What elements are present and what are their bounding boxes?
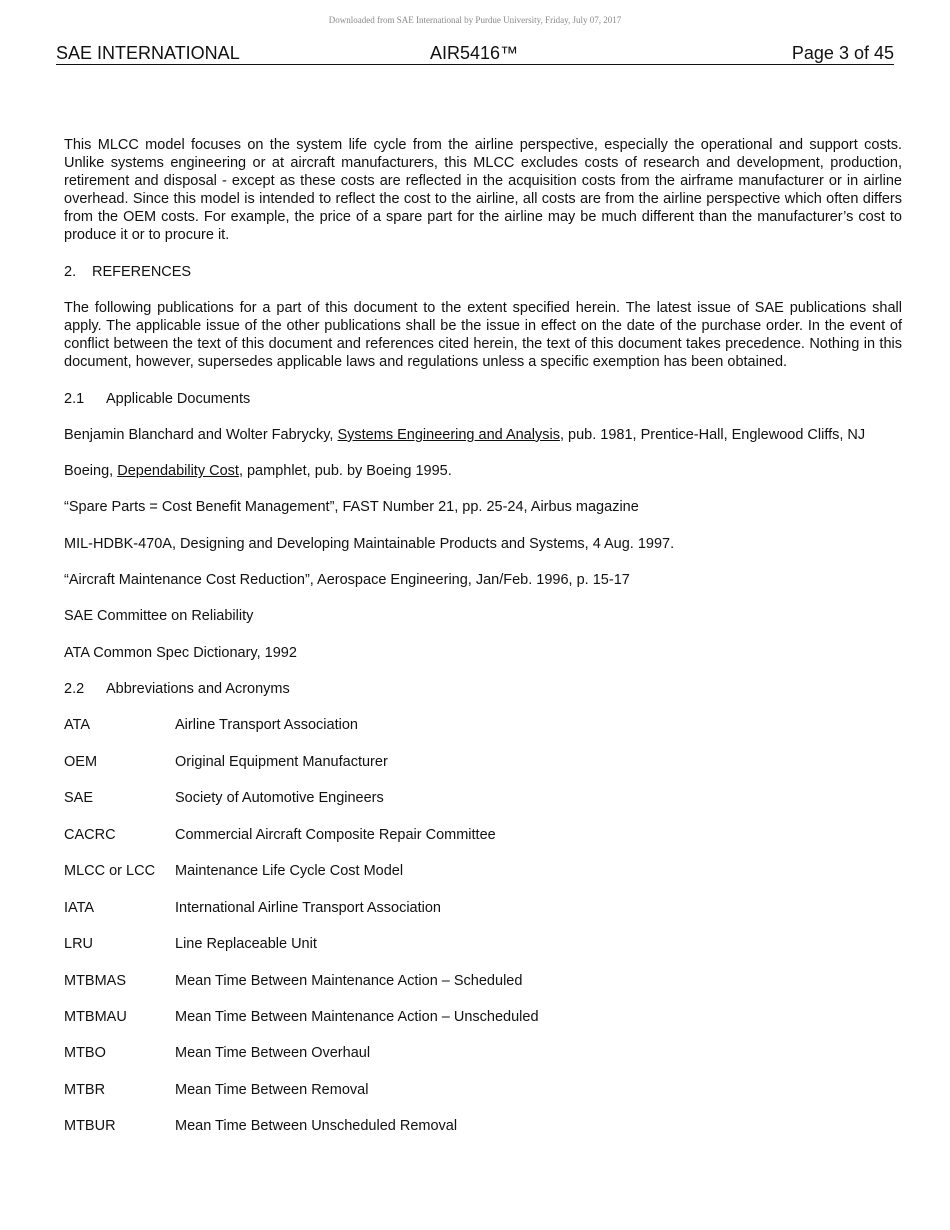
section-heading-references xyxy=(64,263,902,281)
references-paragraph: The following publications for a part of this document to the extent specified herein. The latest issue of SAE publications shall apply. The applicable issue of the other publications shall be the issue in effect on the date of the purchase order. In the event of conflict between the text of this document and references cited herein, the text of this document takes precedence. Nothing in this document, however, supersedes applicable laws and regulations unless a specific exemption has been obtained. xyxy=(64,300,902,371)
abbreviation-definition: Society of Automotive Engineers xyxy=(175,790,384,807)
section-heading-abbreviations xyxy=(64,680,902,698)
abbreviation-definition: Airline Transport Association xyxy=(175,717,358,734)
reference-item: MIL-HDBK-470A, Designing and Developing Maintainable Products and Systems, 4 Aug. 1997. xyxy=(64,535,675,552)
abbreviation-definition: Mean Time Between Maintenance Action – Unscheduled xyxy=(175,1009,539,1025)
abbreviation-definition: Line Replaceable Unit xyxy=(175,936,317,953)
abbreviation-row xyxy=(64,753,902,771)
section-title: Applicable Documents xyxy=(106,390,251,407)
abbreviation-term: MTBMAU xyxy=(64,1009,127,1025)
abbreviation-term: MTBUR xyxy=(64,1118,116,1135)
intro-paragraph: This MLCC model focuses on the system life cycle from the airline perspective, especially the operational and support costs. Unlike systems engineering or at aircraft manufacturers, this MLCC excludes costs of research and development, production, retirement and disposal - except as these costs are reflected in the acquisition costs from the airframe manufacturer or in airline overhead. Since this model is intended to reflect the cost to the airline, all costs are from the airline perspective which often differs from the OEM costs. For example, the price of a spare part for the airline may be much different than the manufacturer’s cost to produce it or to procure it. xyxy=(64,137,902,244)
abbreviation-row xyxy=(64,1044,902,1062)
header-organization: SAE INTERNATIONAL xyxy=(56,43,240,63)
reference-item xyxy=(64,426,902,444)
reference-details: , pub. 1981, Prentice-Hall, Englewood Cliffs, NJ xyxy=(559,426,866,443)
section-number: 2.2 xyxy=(64,680,85,697)
abbreviation-term: MTBR xyxy=(64,1081,106,1098)
abbreviation-row xyxy=(64,1008,902,1026)
abbreviation-term: MTBO xyxy=(64,1045,106,1062)
reference-item: SAE Committee on Reliability xyxy=(64,608,254,625)
abbreviation-definition: Maintenance Life Cycle Cost Model xyxy=(175,863,404,880)
abbreviation-definition: Mean Time Between Maintenance Action – Scheduled xyxy=(175,972,523,989)
page-header xyxy=(56,42,894,65)
abbreviation-definition: Mean Time Between Removal xyxy=(175,1081,369,1098)
abbreviation-definition: Mean Time Between Unscheduled Removal xyxy=(175,1118,458,1135)
reference-author: Benjamin Blanchard and Wolter Fabrycky, xyxy=(64,426,338,443)
abbreviations-list xyxy=(64,716,902,1135)
reference-details: , pamphlet, pub. by Boeing 1995. xyxy=(238,463,452,480)
abbreviation-term: ATA xyxy=(64,717,91,734)
abbreviation-term: MLCC or LCC xyxy=(64,863,156,880)
abbreviation-term: IATA xyxy=(64,899,95,916)
abbreviation-term: LRU xyxy=(64,936,94,953)
reference-title: Systems Engineering and Analysis xyxy=(337,426,560,443)
abbreviation-definition: Mean Time Between Overhaul xyxy=(175,1045,371,1062)
section-heading-applicable-documents xyxy=(64,390,902,408)
abbreviation-row xyxy=(64,972,902,990)
header-document-id: AIR5416™ xyxy=(430,43,519,63)
abbreviation-definition: International Airline Transport Association xyxy=(175,899,441,916)
abbreviation-row xyxy=(64,862,902,880)
download-watermark: Downloaded from SAE International by Purdue University, Friday, July 07, 2017 xyxy=(328,15,622,25)
section-title: Abbreviations and Acronyms xyxy=(106,680,290,697)
reference-item xyxy=(64,462,902,480)
abbreviation-definition: Commercial Aircraft Composite Repair Committee xyxy=(175,826,496,843)
abbreviation-row xyxy=(64,826,902,844)
reference-item: “Aircraft Maintenance Cost Reduction”, Aerospace Engineering, Jan/Feb. 1996, p. 15-17 xyxy=(64,572,630,588)
section-number: 2. xyxy=(64,263,77,280)
section-number: 2.1 xyxy=(64,390,85,407)
page-content xyxy=(64,136,902,1154)
reference-title: Dependability Cost xyxy=(117,463,239,480)
abbreviation-row xyxy=(64,1117,902,1135)
section-title: REFERENCES xyxy=(92,263,192,280)
reference-item: “Spare Parts = Cost Benefit Management”, FAST Number 21, pp. 25-24, Airbus magazine xyxy=(64,499,639,516)
abbreviation-term: MTBMAS xyxy=(64,972,127,989)
abbreviation-row xyxy=(64,1081,902,1099)
abbreviation-row xyxy=(64,935,902,953)
abbreviation-definition: Original Equipment Manufacturer xyxy=(175,753,388,770)
abbreviation-row xyxy=(64,789,902,807)
abbreviation-row xyxy=(64,899,902,917)
abbreviation-row xyxy=(64,716,902,734)
reference-author: Boeing, xyxy=(64,463,118,480)
abbreviation-term: CACRC xyxy=(64,826,116,843)
abbreviation-term: SAE xyxy=(64,790,94,807)
reference-item: ATA Common Spec Dictionary, 1992 xyxy=(64,644,297,661)
header-page-number: Page 3 of 45 xyxy=(791,43,894,63)
abbreviation-term: OEM xyxy=(64,753,98,770)
